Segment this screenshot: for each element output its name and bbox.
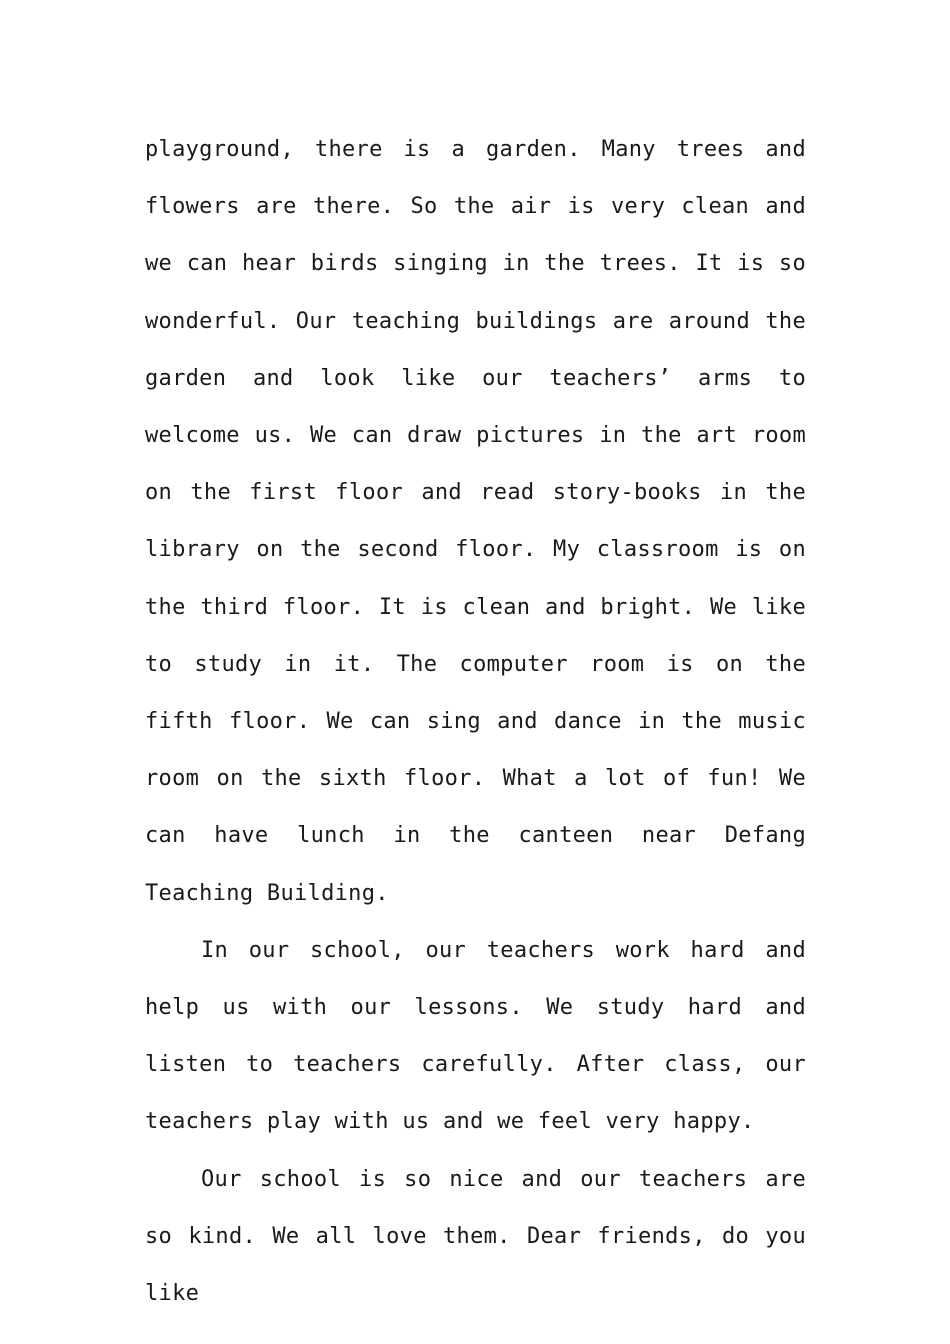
paragraph-conclusion: Our school is so nice and our teachers are so kind. We all love them. Dear friends, do you like xyxy=(145,1166,806,1307)
essay-body xyxy=(145,121,806,1322)
paragraph-teachers: In our school, our teachers work hard and help us with our lessons. We study hard and listen to teachers carefully. After class, our teachers play with us and we feel very happy. xyxy=(145,937,806,1135)
paragraph-continued: playground, there is a garden. Many trees and flowers are there. So the air is very clean and we can hear birds singing in the trees. It is so wonderful. Our teaching buildings are around the garden and look like our teachers’ arms to welcome us. We can draw pictures in the art room on the first floor and read story-books in the library on the second floor. My classroom is on the third floor. It is clean and bright. We like to study in it. The computer room is on the fifth floor. We can sing and dance in the music room on the sixth floor. What a lot of fun! We can have lunch in the canteen near Defang Teaching Building. xyxy=(145,137,806,906)
